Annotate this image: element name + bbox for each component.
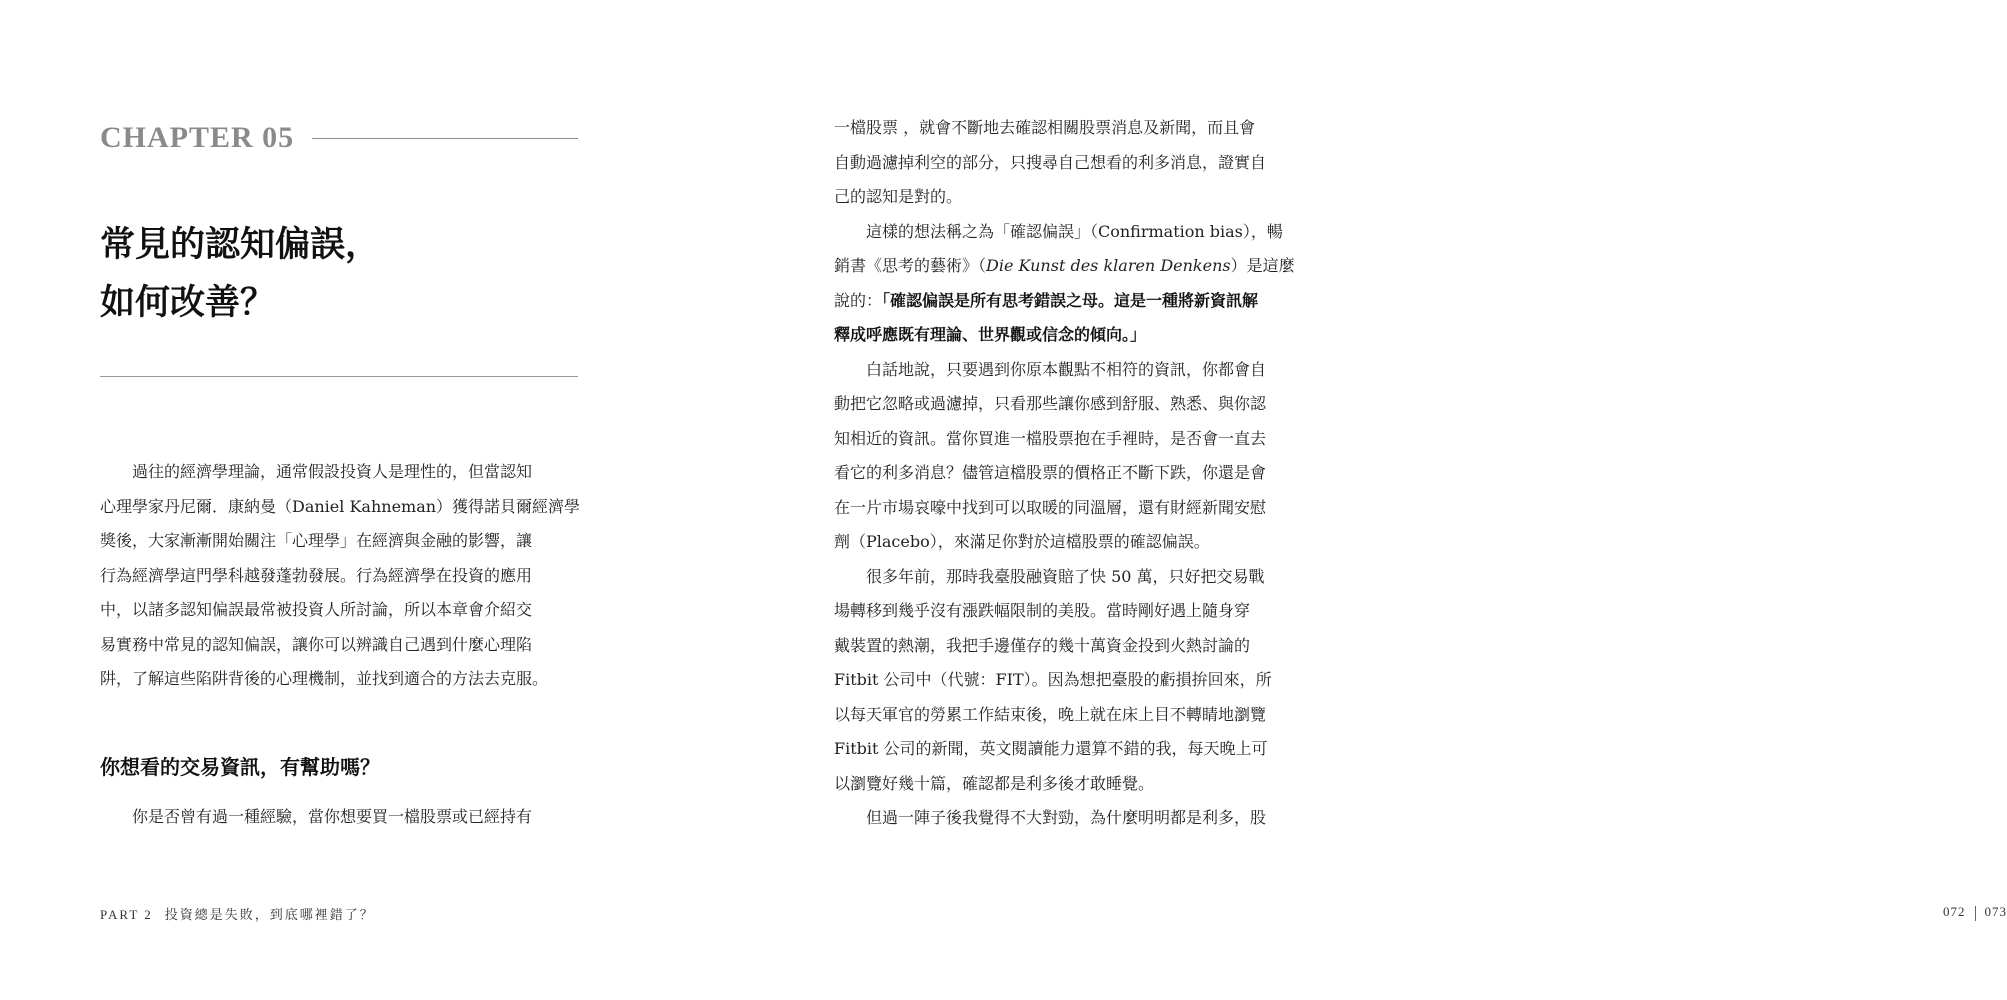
chapter-rule (312, 138, 578, 139)
part-title: 投資總是失敗，到底哪裡錯了？ (164, 908, 375, 923)
text-line: 戴裝置的熱潮，我把手邊僅存的幾十萬資金投到火熱討論的 (834, 635, 1251, 655)
book-title-original: Die Kunst des klaren Denkens (986, 256, 1231, 275)
section-heading: 你想看的交易資訊，有幫助嗎？ (100, 755, 380, 779)
text-line: 場轉移到幾乎沒有漲跌幅限制的美股。當時剛好遇上隨身穿 (834, 601, 1251, 620)
right-body (834, 111, 1312, 836)
text-line: 知相近的資訊。當你買進一檔股票抱在手裡時，是否會一直去 (834, 428, 1267, 448)
text-line: 行為經濟學這門學科越發蓬勃發展。行為經濟學在投資的應用 (100, 565, 533, 585)
text-line: 一檔股票 ，就會不斷地去確認相關股票消息及新聞，而且會 (834, 118, 1256, 137)
paragraph-plain-talk (834, 353, 1312, 560)
text-line: 在一片市場哀嚎中找到可以取暖的同溫層，還有財經新聞安慰 (834, 497, 1267, 517)
title-divider (100, 376, 578, 377)
text-line: 銷書《思考的藝術》（Die Kunst des klaren Denkens）是這麼 (834, 256, 1295, 275)
text-line: 以每天軍官的勞累工作結束後，晚上就在床上目不轉睛地瀏覽 (834, 704, 1267, 724)
text-line: 中，以諸多認知偏誤最常被投資人所討論，所以本章會介紹交 (100, 600, 533, 619)
chapter-label: CHAPTER 05 (100, 121, 295, 154)
text-line: 易實務中常見的認知偏誤，讓你可以辨識自己遇到什麼心理陷 (100, 634, 533, 654)
bold-quote: 釋成呼應既有理論、世界觀或信念的傾向。」 (834, 325, 1147, 344)
right-page (705, 0, 2007, 1000)
paragraph-next (834, 801, 1312, 836)
text-line: 但過一陣子後我覺得不大對勁，為什麼明明都是利多，股 (866, 808, 1267, 827)
text-line: 阱，了解這些陷阱背後的心理機制，並找到適合的方法去克服。 (100, 669, 549, 688)
text-line: Fitbit 公司的新聞，英文閱讀能力還算不錯的我，每天晚上可 (834, 739, 1268, 758)
chapter-title (100, 216, 578, 332)
text-line: 己的認知是對的。 (834, 187, 963, 206)
text-line: 這樣的想法稱之為「確認偏誤」（Confirmation bias），暢 (866, 221, 1283, 241)
page-number-right: 073 (1984, 904, 2007, 919)
text-line: 你是否曾有過一種經驗，當你想要買一檔股票或已經持有 (132, 807, 533, 826)
paragraph-anecdote (834, 560, 1312, 802)
chapter-header (100, 118, 578, 158)
section-paragraph (100, 800, 578, 835)
page-numbers (1943, 904, 2007, 921)
page-number-left: 072 (1943, 904, 1966, 919)
running-footer (100, 904, 375, 923)
chapter-title-line: 如何改善？ (100, 282, 276, 323)
page-number-separator (1975, 906, 1976, 921)
bold-quote: 「確認偏誤是所有思考錯誤之母。這是一種將新資訊解 (882, 290, 1259, 310)
part-label: PART 2 (100, 907, 153, 922)
text-line: 動把它忽略或過濾掉，只看那些讓你感到舒服、熟悉、與你認 (834, 394, 1267, 413)
paragraph-confirmation-bias (834, 215, 1312, 353)
intro-paragraph (100, 455, 581, 697)
text-line: 劑（Placebo），來滿足你對於這檔股票的確認偏誤。 (834, 532, 1210, 551)
paragraph-continuation (834, 111, 1312, 215)
text-line: 自動過濾掉利空的部分，只搜尋自己想看的利多消息，證實自 (834, 152, 1267, 172)
chapter-title-line: 常見的認知偏誤， (100, 224, 381, 265)
text-line: 很多年前，那時我臺股融資賠了快 50 萬，只好把交易戰 (866, 566, 1265, 586)
text-line: 說的：「確認偏誤是所有思考錯誤之母。這是一種將新資訊解 (834, 290, 1259, 310)
text-line: 過往的經濟學理論，通常假設投資人是理性的，但當認知 (132, 462, 533, 481)
text-line: Fitbit 公司中（代號：FIT）。因為想把臺股的虧損拚回來，所 (834, 670, 1272, 689)
text-line: 獎後，大家漸漸開始關注「心理學」在經濟與金融的影響，讓 (100, 531, 533, 550)
text-line: 以瀏覽好幾十篇，確認都是利多後才敢睡覺。 (834, 773, 1155, 793)
text-line: 看它的利多消息？儘管這檔股票的價格正不斷下跌，你還是會 (834, 463, 1267, 482)
text-line: 心理學家丹尼爾．康納曼（Daniel Kahneman）獲得諾貝爾經濟學 (100, 496, 581, 516)
text-line: 白話地說，只要遇到你原本觀點不相符的資訊，你都會自 (866, 359, 1267, 379)
left-page (0, 0, 705, 1000)
